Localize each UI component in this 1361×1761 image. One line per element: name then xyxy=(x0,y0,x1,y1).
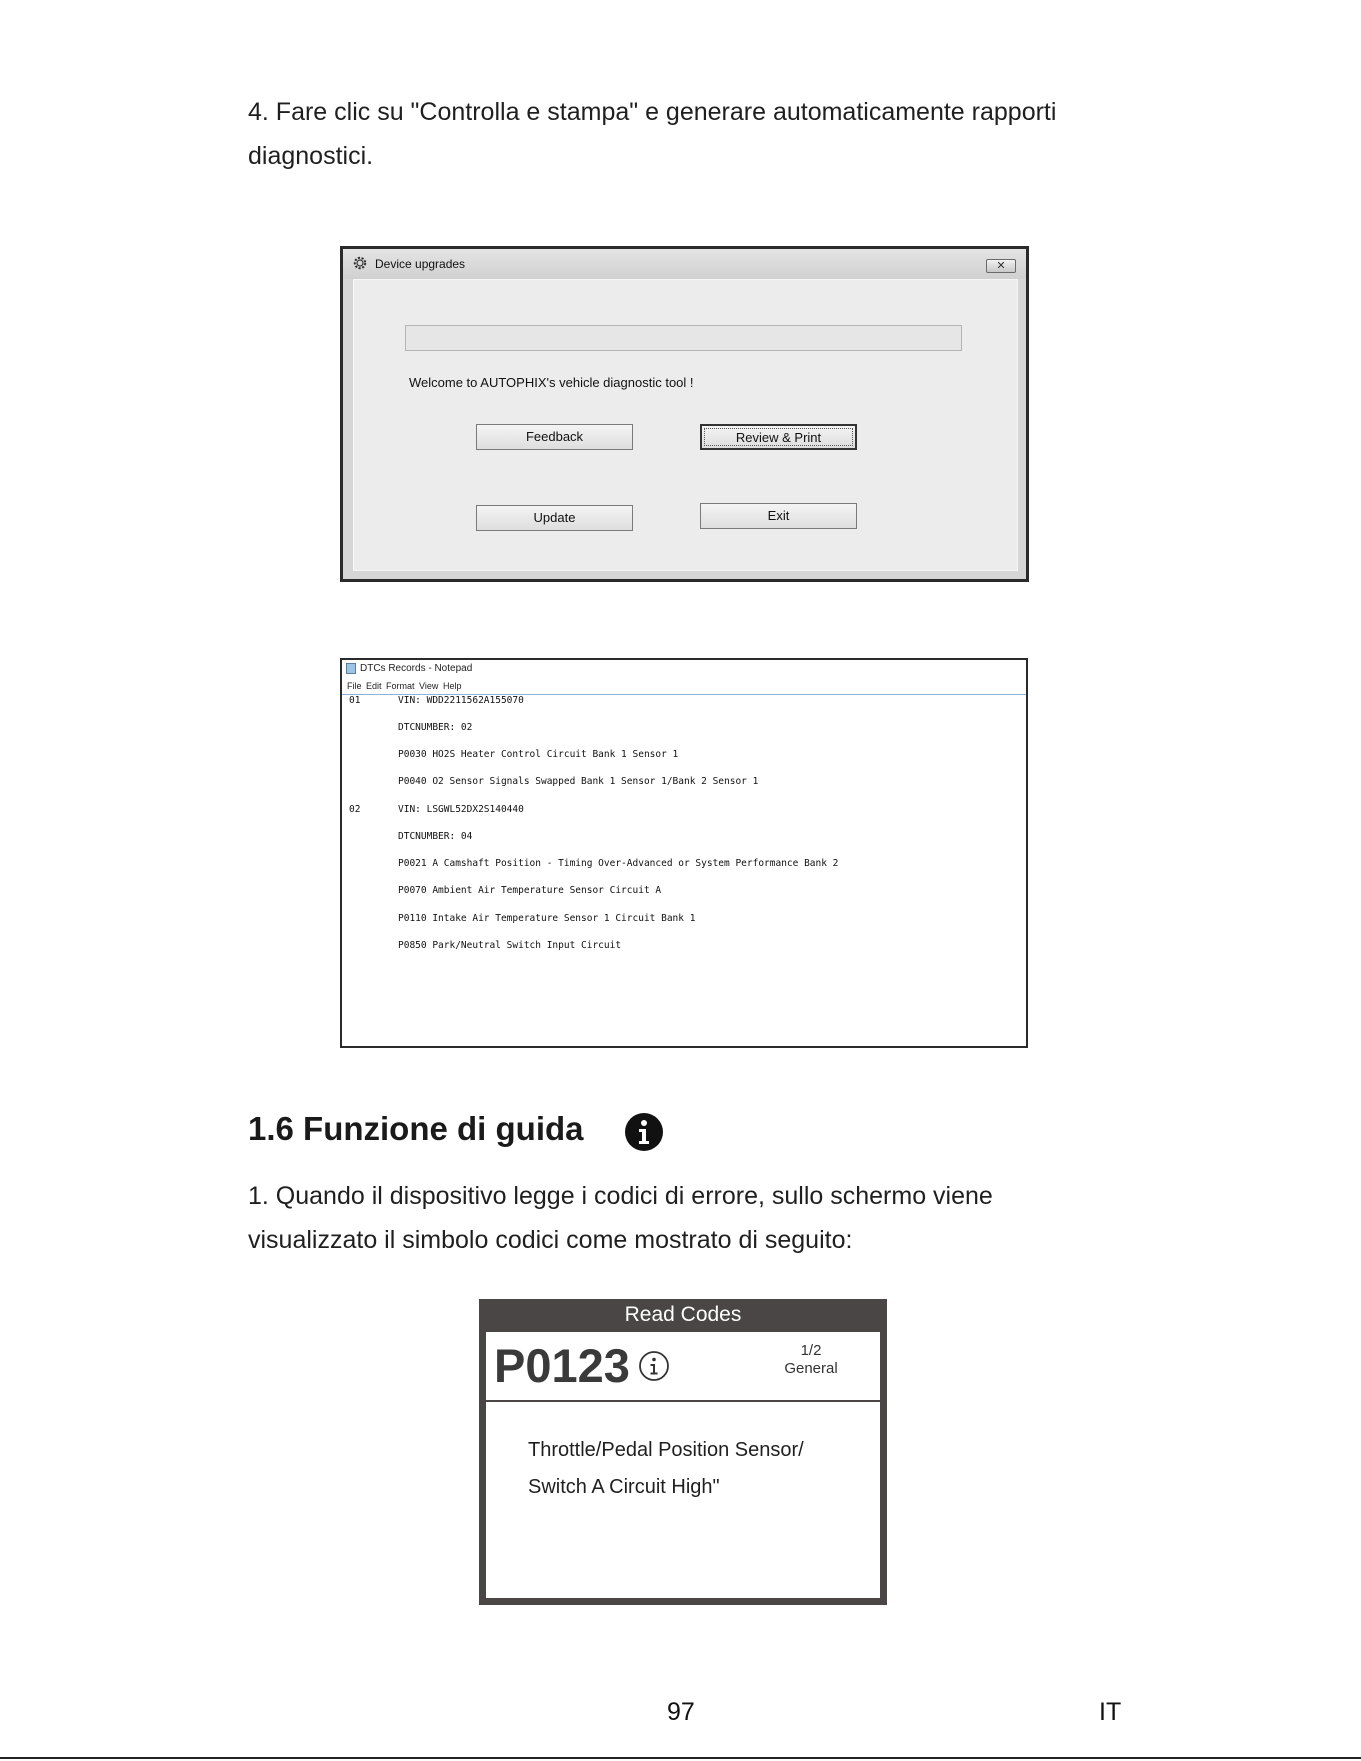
dialog-title: Device upgrades xyxy=(375,257,466,271)
language-tag: IT xyxy=(1099,1698,1122,1726)
record-index: 01 xyxy=(349,695,361,706)
review-print-button[interactable] xyxy=(700,424,857,450)
intro-paragraph: 4. Fare clic su "Controlla e stampa" e generare automaticamente rapporti diagnostici. xyxy=(248,98,1057,170)
menu-format[interactable]: Format xyxy=(386,681,415,691)
menu-help[interactable]: Help xyxy=(443,681,462,691)
record-line: P0021 A Camshaft Position - Timing Over-Advanced or System Performance Bank 2 xyxy=(398,858,839,869)
feedback-button[interactable]: Feedback xyxy=(476,424,633,450)
dialog-titlebar[interactable] xyxy=(343,249,1026,279)
read-codes-screen xyxy=(479,1299,887,1605)
menu-file[interactable]: File xyxy=(347,681,362,691)
close-icon: ✕ xyxy=(996,260,1006,272)
record-line: DTCNUMBER: 04 xyxy=(398,831,473,842)
record-line: P0110 Intake Air Temperature Sensor 1 Circuit Bank 1 xyxy=(398,913,696,924)
screen-content xyxy=(486,1332,880,1598)
code-row xyxy=(486,1332,880,1402)
info-circle-outline-icon[interactable] xyxy=(638,1350,670,1382)
menu-view[interactable]: View xyxy=(419,681,439,691)
notepad-text-area[interactable] xyxy=(342,695,1026,1046)
record-line: P0850 Park/Neutral Switch Input Circuit xyxy=(398,940,622,951)
notepad-icon xyxy=(346,663,356,674)
record-line: P0040 O2 Sensor Signals Swapped Bank 1 Sensor 1/Bank 2 Sensor 1 xyxy=(398,776,759,787)
record-line: P0070 Ambient Air Temperature Sensor Circuit A xyxy=(398,885,662,896)
info-circle-filled-icon xyxy=(624,1112,664,1152)
dialog-body xyxy=(353,279,1018,571)
screen-header: Read Codes xyxy=(624,1303,742,1326)
device-upgrades-dialog xyxy=(340,246,1029,582)
menu-edit[interactable]: Edit xyxy=(366,681,382,691)
record-line: DTCNUMBER: 02 xyxy=(398,722,473,733)
notepad-titlebar[interactable] xyxy=(342,660,1026,678)
section-heading: 1.6 Funzione di guida xyxy=(248,1110,584,1147)
welcome-message: Welcome to AUTOPHIX's vehicle diagnostic tool ! xyxy=(409,375,694,390)
upgrade-progress-bar xyxy=(405,325,962,351)
notepad-menubar xyxy=(342,678,1026,695)
code-description: Throttle/Pedal Position Sensor/ Switch A Circuit High" xyxy=(528,1439,804,1498)
bottom-rule xyxy=(0,1757,1361,1759)
record-line: P0030 HO2S Heater Control Circuit Bank 1 Sensor 1 xyxy=(398,749,679,760)
notepad-window xyxy=(340,658,1028,1048)
page-number: 97 xyxy=(667,1698,695,1726)
record-line: VIN: WDD2211562A155070 xyxy=(398,695,524,706)
gear-icon xyxy=(352,255,368,271)
section-paragraph: 1. Quando il dispositivo legge i codici di errore, sullo schermo viene visualizzato il simbolo codici come mostrato di seguito: xyxy=(248,1182,993,1254)
record-index: 02 xyxy=(349,804,361,815)
update-button[interactable]: Update xyxy=(476,505,633,531)
review-print-label: Review & Print xyxy=(704,428,853,446)
code-category: General xyxy=(784,1360,838,1377)
notepad-title: DTCs Records - Notepad xyxy=(360,663,473,674)
close-button[interactable] xyxy=(986,259,1016,273)
dtc-code: P0123 xyxy=(494,1339,630,1392)
code-page-indicator: 1/2 xyxy=(800,1342,822,1359)
exit-button[interactable]: Exit xyxy=(700,503,857,529)
record-line: VIN: LSGWL52DX2S140440 xyxy=(398,804,524,815)
